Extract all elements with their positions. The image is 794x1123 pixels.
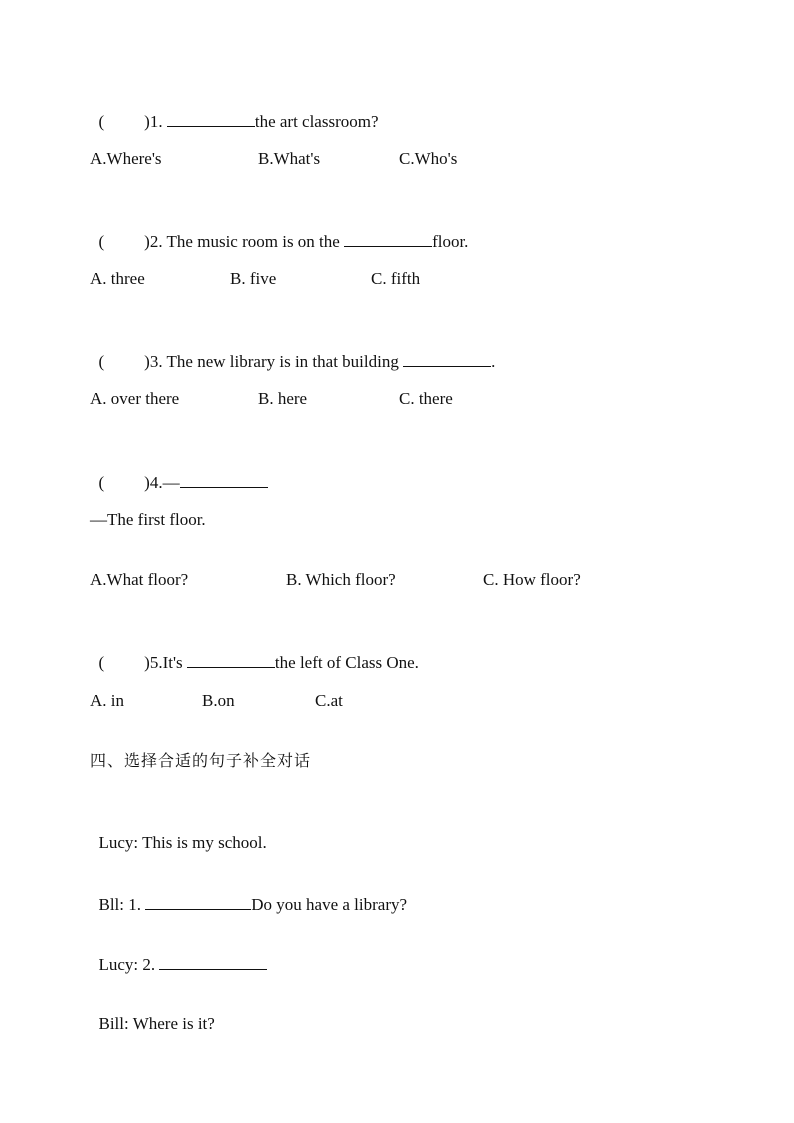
option-2b[interactable]: B. five <box>230 269 277 288</box>
question-4 <box>90 449 268 494</box>
blank-number: 2. <box>142 955 160 974</box>
answer-blank[interactable] <box>187 651 275 668</box>
question-text-before: The music room is on the <box>166 232 345 251</box>
speaker: Bill: <box>98 1014 133 1033</box>
option-2c[interactable]: C. fifth <box>371 269 421 288</box>
option-4c[interactable]: C. How floor? <box>483 570 581 589</box>
paren-open: ( <box>98 653 105 672</box>
paren-close: ) <box>144 653 150 672</box>
paren-close: ) <box>144 352 150 371</box>
dialogue-line-1 <box>90 810 267 854</box>
option-1c[interactable]: C.Who's <box>399 149 458 168</box>
question-1 <box>90 88 379 133</box>
question-text-before: The new library is in that building <box>166 352 404 371</box>
option-5a[interactable]: A. in <box>90 691 124 710</box>
question-text-after: floor. <box>432 232 469 251</box>
dialogue-line-2 <box>90 871 407 916</box>
paren-close: ) <box>144 232 150 251</box>
answer-blank[interactable] <box>180 471 268 488</box>
option-3b[interactable]: B. here <box>258 389 308 408</box>
question-5 <box>90 629 419 674</box>
option-5b[interactable]: B.on <box>202 691 235 710</box>
question-text-after: the left of Class One. <box>274 653 419 672</box>
paren-open: ( <box>98 473 105 492</box>
answer-blank[interactable] <box>167 110 255 127</box>
section-heading: 四、选择合适的句子补全对话 <box>90 751 312 770</box>
speaker: Lucy: <box>98 833 143 852</box>
question-text: the art classroom? <box>254 112 379 131</box>
option-1b[interactable]: B.What's <box>258 149 321 168</box>
dialogue-line-3 <box>90 931 267 976</box>
dialogue-text: Where is it? <box>132 1014 215 1033</box>
speaker: Bll: <box>98 895 129 914</box>
answer-blank[interactable] <box>159 953 267 970</box>
question-text-before: It's <box>162 653 187 672</box>
answer-blank[interactable] <box>145 893 251 910</box>
option-4b[interactable]: B. Which floor? <box>286 570 396 589</box>
paren-open: ( <box>98 232 105 251</box>
question-2 <box>90 208 468 253</box>
paren-open: ( <box>98 352 105 371</box>
paren-open: ( <box>98 112 105 131</box>
question-number: 2. <box>149 232 167 251</box>
question-number: 1. <box>149 112 167 131</box>
option-3a[interactable]: A. over there <box>90 389 180 408</box>
question-number: 3. <box>149 352 167 371</box>
option-1a[interactable]: A.Where's <box>90 149 162 168</box>
option-5c[interactable]: C.at <box>315 691 343 710</box>
question-text-after: . <box>491 352 496 371</box>
question-number: 4. <box>149 473 163 492</box>
paren-close: ) <box>144 112 150 131</box>
answer-blank[interactable] <box>344 230 432 247</box>
speaker: Lucy: <box>98 955 143 974</box>
question-3 <box>90 328 495 373</box>
option-2a[interactable]: A. three <box>90 269 145 288</box>
question-number: 5. <box>149 653 163 672</box>
dialogue-text: This is my school. <box>142 833 267 852</box>
paren-close: ) <box>144 473 150 492</box>
answer-blank[interactable] <box>403 350 491 367</box>
dialogue-text: Do you have a library? <box>251 895 408 914</box>
answer-line: —The first floor. <box>90 510 206 529</box>
option-3c[interactable]: C. there <box>399 389 453 408</box>
blank-number: 1. <box>128 895 146 914</box>
option-4a[interactable]: A.What floor? <box>90 570 189 589</box>
question-text-before: — <box>162 473 180 492</box>
dialogue-line-4 <box>90 991 215 1035</box>
